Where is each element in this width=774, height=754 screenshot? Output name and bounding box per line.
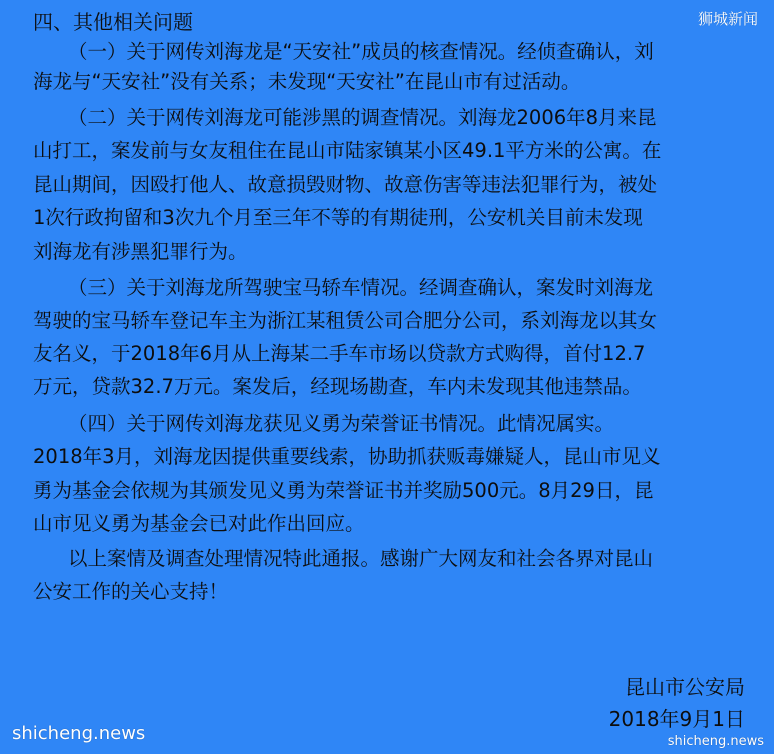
paragraph-line: 以上案情及调查处理情况特此通报。感谢广大网友和社会各界对昆山: [68, 547, 654, 570]
paragraph-line: （二）关于网传刘海龙可能涉黑的调查情况。刘海龙2006年8月来昆: [68, 106, 657, 129]
paragraph-line: 海龙与“天安社”没有关系；未发现“天安社”在昆山市有过活动。: [33, 70, 581, 93]
watermark-bottom-right: shicheng.news: [667, 734, 764, 749]
signature-issuer: 昆山市公安局: [625, 675, 745, 699]
paragraph-line: 昆山期间，因殴打他人、故意损毁财物、故意伤害等违法犯罪行为，被处: [33, 173, 658, 196]
paragraph-line: 山打工，案发前与女友租住在昆山市陆家镇某小区49.1平方米的公寓。在: [33, 139, 662, 162]
paragraph-line: 勇为基金会依规为其颁发见义勇为荣誉证书并奖励500元。8月29日，昆: [33, 479, 654, 502]
paragraph-line: 友名义，于2018年6月从上海某二手车市场以贷款方式购得，首付12.7: [33, 342, 646, 365]
paragraph-line: （四）关于网传刘海龙获见义勇为荣誉证书情况。此情况属实。: [68, 412, 615, 435]
watermark-top-right: 狮城新闻: [697, 10, 758, 28]
section-heading: 四、其他相关问题: [33, 10, 193, 34]
paragraph-line: （三）关于刘海龙所驾驶宝马轿车情况。经调查确认，案发时刘海龙: [68, 276, 654, 299]
paragraph-line: 1次行政拘留和3次九个月至三年不等的有期徒刑，公安机关目前未发现: [33, 206, 643, 229]
paragraph-line: 万元，贷款32.7万元。案发后，经现场勘查，车内未发现其他违禁品。: [33, 375, 642, 398]
paragraph-line: 2018年3月，刘海龙因提供重要线索，协助抓获贩毒嫌疑人，昆山市见义: [33, 445, 661, 468]
paragraph-line: 刘海龙有涉黑犯罪行为。: [33, 240, 248, 263]
paragraph-line: （一）关于网传刘海龙是“天安社”成员的核查情况。经侦查确认，刘: [68, 40, 654, 63]
signature-date: 2018年9月1日: [608, 707, 745, 731]
paragraph-line: 公安工作的关心支持！: [33, 580, 229, 603]
paragraph-line: 驾驶的宝马轿车登记车主为浙江某租赁公司合肥分公司，系刘海龙以其女: [33, 309, 658, 332]
watermark-bottom-left: shicheng.news: [12, 723, 146, 744]
paragraph-line: 山市见义勇为基金会已对此作出回应。: [33, 512, 365, 535]
